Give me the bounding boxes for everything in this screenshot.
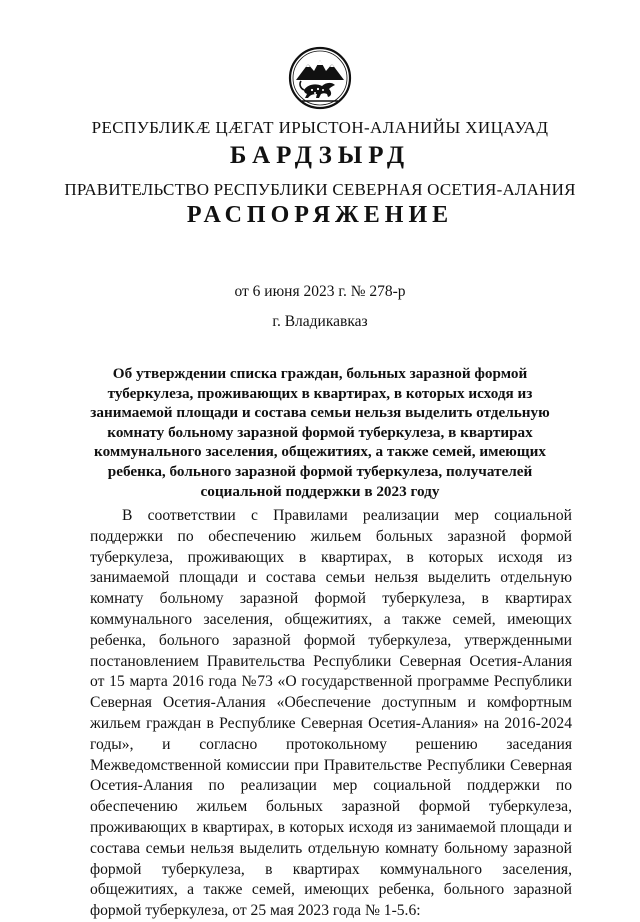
republic-name-ossetian: РЕСПУБЛИКÆ ЦÆГАТ ИРЫСТОН-АЛАНИЙЫ ХИЦАУАД (91, 118, 549, 137)
coat-of-arms-icon (288, 46, 352, 110)
document-date-number: от 6 июня 2023 г. № 278-р (234, 283, 406, 300)
document-body-paragraph: В соответствии с Правилами реализации мер социальной поддержки по обеспечению жильем больных заразной формой туберкулеза, проживающих в квартирах, в которых исходя из занимаемой площади и состава семьи нельзя выделить отдельную комнату больному заразной формой туберкулеза, в квартирах коммунального заселения, общежитиях, а также семей, имеющих ребенка, больного заразной формой туберкулеза, утвержденными постановлением Правительства Республики Северная Осетия-Алания от 15 марта 2016 года №73 «О государственной программе Республики Северная Осетия-Алания «Обеспечение доступным и комфортным жильем граждан в Республике Северная Осетия-Алания» на 2016-2024 годы», и согласно протокольному решению заседания Межведомственной комиссии при Правительстве Республики Северная Осетия-Алания по реализации мер социальной поддержки по обеспечению жильем больных заразной формой туберкулеза, проживающих в квартирах, в которых исходя из занимаемой площади и состава семьи нельзя выделить отдельную комнату больному заразной формой туберкулеза, в квартирах коммунального заселения, общежитиях, а также семей, имеющих ребенка, больного заразной формой туберкулеза, от 25 мая 2023 года № 1-5.6: (90, 507, 572, 920)
order-heading: РАСПОРЯЖЕНИЕ (186, 202, 454, 228)
government-name: ПРАВИТЕЛЬСТВО РЕСПУБЛИКИ СЕВЕРНАЯ ОСЕТИЯ-АЛАНИЯ (64, 180, 576, 199)
bardzyrd-heading: БАРДЗЫРД (229, 142, 411, 169)
document-title: Об утверждении списка граждан, больных заразной формой туберкулеза, проживающих в квартирах, в которых исходя из занимаемой площади и состава семьи нельзя выделить отдельную комнату больному заразной формой туберкулеза, в квартирах коммунального заселения, общежитиях, а также семей, имеющих ребенка, больного заразной формой туберкулеза, получателей социальной поддержки в 2023 году (90, 365, 550, 500)
document-city: г. Владикавказ (272, 313, 368, 330)
